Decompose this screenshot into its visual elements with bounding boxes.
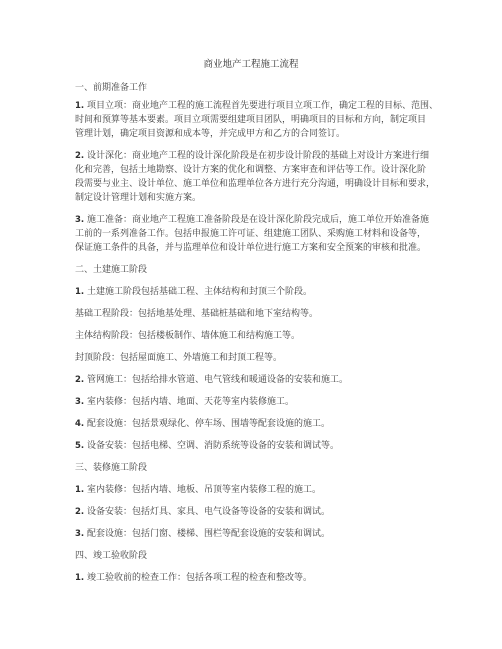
paragraph-text: 项目立项：商业地产工程的施工流程首先要进行项目立项工作，确定工程的目标、范围、 [87,101,439,111]
paragraph-construction-prep-line-1 [75,214,435,227]
item-number: 3. [75,529,85,539]
paragraph-project-approval-line-2: 时间和预算等基本要素。项目立项需要组建项目团队，明确项目的目标和方向，制定项目 [75,115,427,125]
document-title: 商业地产工程施工流程 [203,59,299,70]
section-heading-text: 四、竣工验收阶段 [75,551,148,561]
list-item-pipe-network [75,374,435,387]
section-heading-text: 一、前期准备工作 [75,83,148,93]
item-number: 2. [75,507,85,517]
item-number: 3. [75,215,85,225]
list-item-foundation: 基础工程阶段：包括地基处理、基础桩基础和地下室结构等。 [75,309,319,319]
list-item-supporting-facilities [75,418,435,431]
paragraph-construction-prep-line-2: 工前的一系列准备工作。包括申报施工许可证、组建施工团队、采购施工材料和设备等， [75,229,427,239]
item-number: 4. [75,419,85,429]
paragraph-design-deepening-line-2: 化和完善，包括土地勘察、设计方案的优化和调整、方案审查和评估等工作。设计深化阶 [75,165,427,175]
item-number: 1. [75,101,85,111]
section-heading-acceptance [75,550,435,563]
section-heading-text: 三、装修施工阶段 [75,463,148,473]
paragraph-project-approval-line-1 [75,100,439,113]
list-item-interior-decoration [75,396,435,409]
list-item-text: 配套设施：包括景观绿化、停车场、围墙等配套设施的施工。 [87,419,331,429]
list-item-text: 土建施工阶段包括基础工程、主体结构和封顶三个阶段。 [87,287,313,297]
list-item-text: 配套设施：包括门窗、楼梯、围栏等配套设施的安装和调试。 [87,529,331,539]
list-item-main-structure: 主体结构阶段：包括楼板制作、墙体施工和结构施工等。 [75,331,301,341]
paragraph-project-approval-line-3: 管理计划，确定项目资源和成本等，并完成甲方和乙方的合同签订。 [75,129,346,139]
section-heading-text: 二、土建施工阶段 [75,265,148,275]
paragraph-design-deepening-line-3: 段需要与业主、设计单位、施工单位和监理单位各方进行充分沟通，明确设计目标和要求， [75,179,436,189]
section-heading-prep [75,82,435,95]
section-heading-civil [75,264,435,277]
list-item-doors-stairs [75,528,435,541]
list-item-text: 竣工验收前的检查工作：包括各项工程的检查和整改等。 [87,573,313,583]
list-item-text: 设备安装：包括电梯、空调、消防系统等设备的安装和调试等。 [87,441,340,451]
list-item-topping-out: 封顶阶段：包括屋面施工、外墙施工和封顶工程等。 [75,353,283,363]
list-item-pre-acceptance-check [75,572,435,585]
item-number: 2. [75,151,85,161]
item-number: 1. [75,485,85,495]
item-number: 1. [75,287,85,297]
list-item-text: 设备安装：包括灯具、家具、电气设备等设备的安装和调试。 [87,507,331,517]
list-item-text: 室内装修：包括内墙、地面、天花等室内装修施工。 [87,397,295,407]
section-heading-decoration [75,462,435,475]
list-item-equipment-installation [75,440,435,453]
list-item-interior-work [75,484,435,497]
item-number: 2. [75,375,85,385]
paragraph-text: 设计深化：商业地产工程的设计深化阶段是在初步设计阶段的基础上对设计方案进行细 [87,151,430,161]
list-item-text: 管网施工：包括给排水管道、电气管线和暖通设备的安装和施工。 [87,375,349,385]
item-number: 3. [75,397,85,407]
paragraph-design-deepening-line-1 [75,150,435,163]
item-number: 5. [75,441,85,451]
list-item-text: 室内装修：包括内墙、地板、吊顶等室内装修工程的施工。 [87,485,322,495]
paragraph-construction-prep-line-3: 保证施工条件的具备，并与监理单位和设计单位进行施工方案和安全预案的审核和批准。 [75,243,427,253]
paragraph-text: 施工准备：商业地产工程施工准备阶段是在设计深化阶段完成后，施工单位开始准备施 [87,215,430,225]
paragraph-design-deepening-line-4: 制定设计管理计划和实施方案。 [75,193,202,203]
list-item-civil-phases [75,286,435,299]
list-item-fixture-installation [75,506,435,519]
item-number: 1. [75,573,85,583]
